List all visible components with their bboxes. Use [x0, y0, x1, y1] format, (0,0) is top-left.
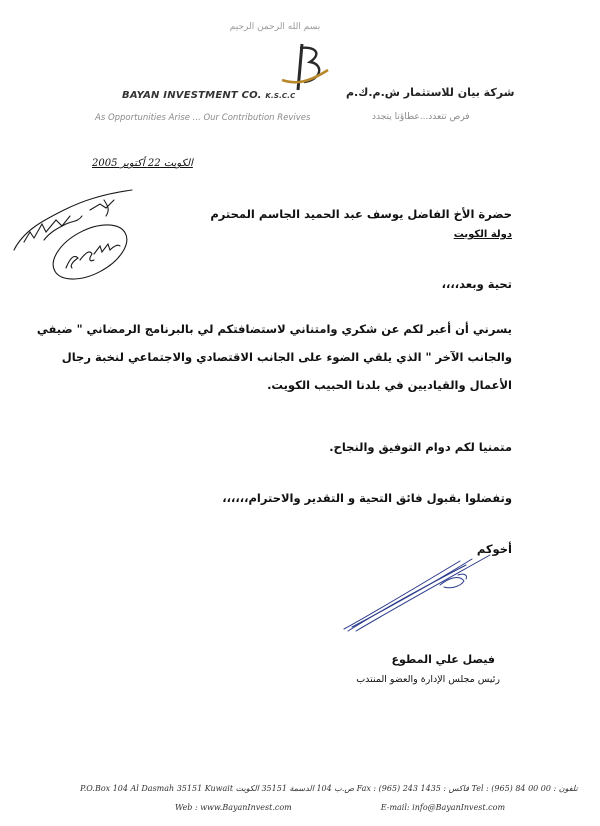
recipient-country: دولة الكويت [453, 229, 512, 240]
letter-date: الكويت 22 أكتوبر 2005 [92, 158, 193, 169]
recipient-salutation: حضرة الأخ الفاضل يوسف عبد الحميد الجاسم المحترم [210, 207, 512, 221]
body-line-3: الأعمال والقياديين في بلدنا الحبيب الكويت. [267, 378, 512, 392]
wishes: متمنيا لكم دوام التوفيق والنجاح. [329, 440, 512, 454]
greeting: تحية وبعد،،،، [441, 277, 512, 291]
closing-regards: وتفضلوا بقبول فائق التحية و التقدير والاحترام،،،،،، [222, 491, 512, 505]
company-name-en-text: BAYAN INVESTMENT CO. [122, 90, 262, 101]
company-name-en [122, 90, 295, 101]
signature-icon [340, 545, 500, 635]
tagline-ar: فرص تتعدد...عطاؤنا يتجدد [372, 112, 470, 122]
body-line-1: يسرني أن أعبر لكم عن شكري وامتناني لاستضافتكم لي بالبرنامج الرمضاني " ضيفي [36, 322, 512, 336]
sign-off: أخوكم [476, 542, 512, 556]
handwritten-note-icon [4, 180, 142, 292]
signatory-title: رئيس مجلس الإدارة والعضو المنتدب [356, 674, 500, 685]
footer-web-line: Web : www.BayanInvest.com E-mail: info@BayanInvest.com [175, 803, 506, 812]
signatory-name: فيصل علي المطوع [391, 653, 495, 666]
basmala: بسم الله الرحمن الرحيم [229, 22, 321, 32]
footer-contact-line: P.O.Box 104 Al Dasmah 35151 Kuwait ص.ب 104 الدسمة 35151 الكويت Fax : (965) 243 1435 : فاكس Tel : (965) 84 00 00 : تلفون [80, 784, 578, 793]
company-suffix-en: K.S.C.C [265, 92, 296, 100]
company-name-ar: شركة بيان للاستثمار ش.م.ك.م [346, 86, 515, 99]
body-line-2: والجانب الآخر " الذي يلقي الضوء على الجانب الاقتصادي والاجتماعي لنخبة رجال [61, 350, 512, 364]
tagline-en: As Opportunities Arise ... Our Contribution Revives [95, 113, 311, 123]
